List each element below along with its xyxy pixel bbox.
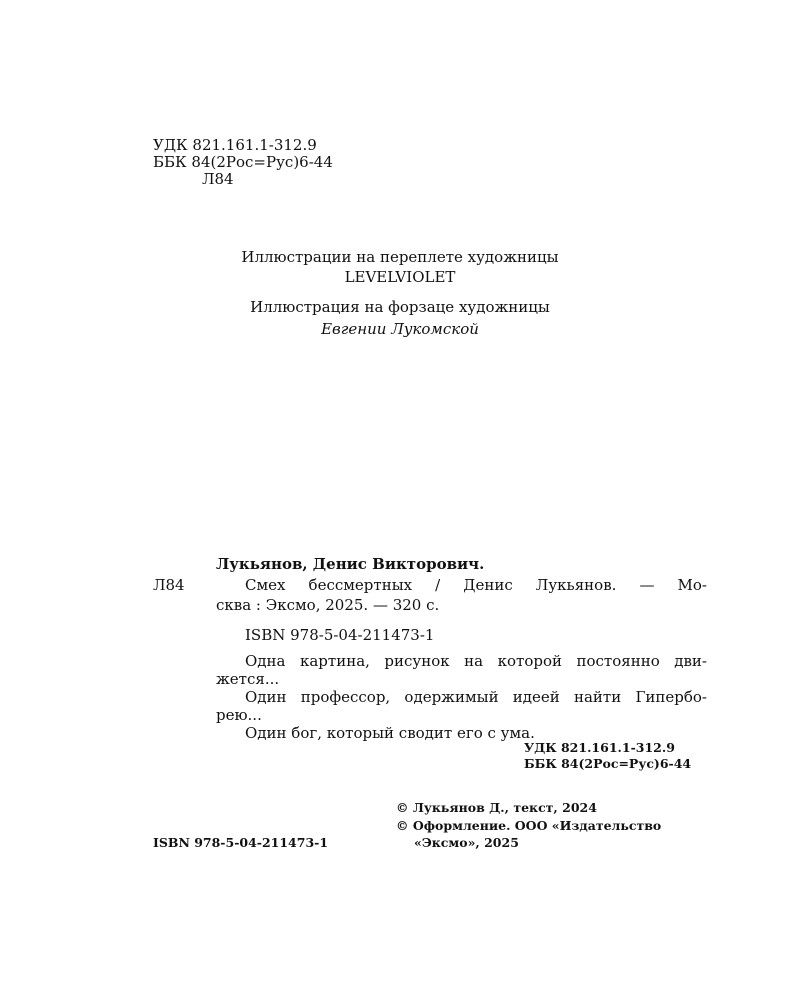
catalog-udk: УДК 821.161.1-312.9 [524, 740, 675, 755]
udk-code: УДК 821.161.1-312.9 [153, 136, 317, 154]
catalog-bbk: ББК 84(2Рос=Рус)6-44 [524, 756, 692, 771]
annotation-line: жется... [216, 670, 280, 688]
bbk-code: ББК 84(2Рос=Рус)6-44 [153, 153, 333, 171]
catalog-author-mark: Л84 [153, 576, 185, 594]
annotation-line: Одна картина, рисунок на которой постоянно дви- [245, 652, 707, 670]
annotation-line: Один профессор, одержимый идеей найти Гипербо- [245, 688, 707, 706]
catalog-title-line2: сква : Эксмо, 2025. — 320 с. [216, 596, 440, 614]
author-mark: Л84 [202, 170, 234, 188]
cover-illustrator-name: LEVELVIOLET [344, 268, 456, 286]
footer-isbn: ISBN 978-5-04-211473-1 [153, 835, 329, 850]
catalog-title-line1: Смех бессмертных / Денис Лукьянов. — Мо- [245, 576, 707, 594]
catalog-author: Лукьянов, Денис Викторович. [216, 555, 485, 573]
copyright-text: © Лукьянов Д., текст, 2024 [396, 800, 597, 815]
cover-illustration-credit: Иллюстрации на переплете художницы [241, 248, 559, 266]
catalog-isbn: ISBN 978-5-04-211473-1 [245, 626, 435, 644]
annotation-line: Один бог, который сводит его с ума. [245, 724, 535, 742]
copyright-design: © Оформление. ООО «Издательство [396, 818, 662, 833]
copyright-design-cont: «Эксмо», 2025 [414, 835, 519, 850]
endpaper-illustration-credit: Иллюстрация на форзаце художницы [250, 298, 550, 316]
endpaper-illustrator-name: Евгении Лукомской [321, 320, 479, 338]
annotation-line: рею... [216, 706, 262, 724]
